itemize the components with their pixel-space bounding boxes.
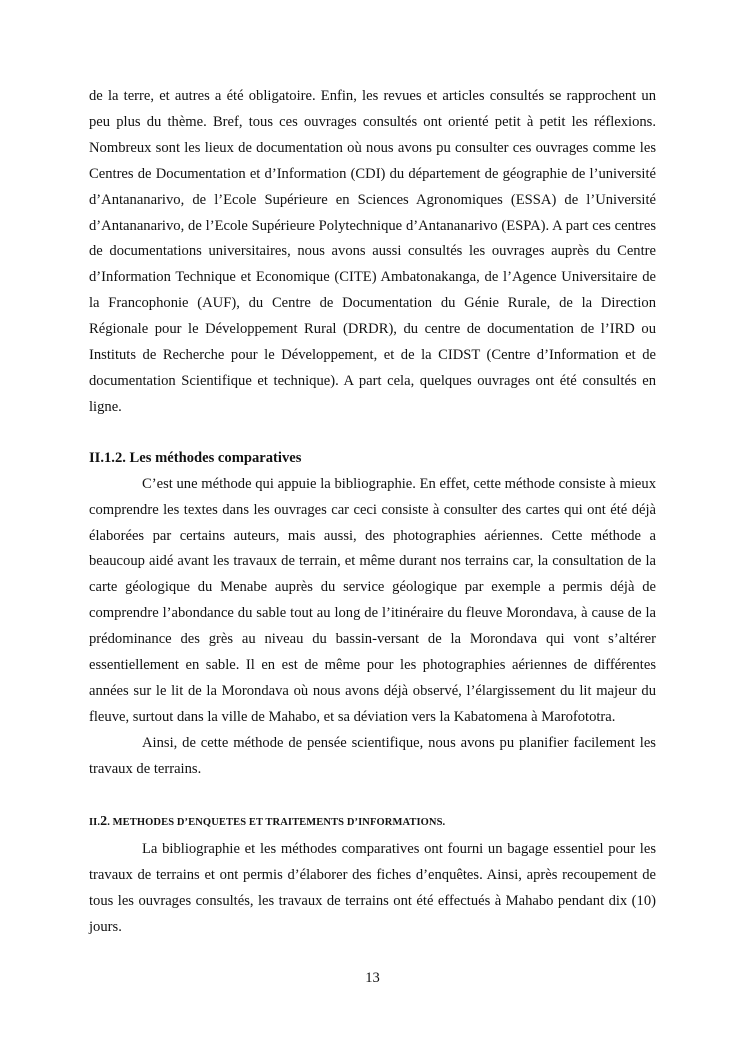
paragraph-documentation-sources: de la terre, et autres a été obligatoire. Enfin, les revues et articles consultés se rapprochent un peu plus du thème. Bref, tous ces ouvrages consultés ont orienté petit à petit les réflexions. Nombreux sont les lieux de documentation où nous avons pu consulter ces ouvrages comme les Centres de Documentation et d’Information (CDI) du département de géographie de l’université d’Antananarivo, de l’Ecole Supérieure en Sciences Agronomiques (ESSA) de l’Université d’Antananarivo, de l’Ecole Supérieure Polytechnique d’Antananarivo (ESPA). A part ces centres de documentations universitaires, nous avons aussi consultés les ouvrages auprès du Centre d’Information Technique et Economique (CITE) Ambatonakanga, de l’Agence Universitaire de la Francophonie (AUF), du Centre de Documentation du Génie Rurale, de la Direction Régionale pour le Développement Rural (DRDR), du centre de documentation de l’IRD ou Instituts de Recherche pour le Développement, et de la CIDST (Centre d’Information et de documentation Scientifique et technique). A part cela, quelques ouvrages ont été consultés en ligne. xyxy=(89,88,656,415)
chapter-heading-title: . METHODES D’ENQUETES ET TRAITEMENTS D’INFORMATIONS. xyxy=(107,816,446,828)
chapter-heading-prefix: II. xyxy=(89,816,101,828)
page-number: 13 xyxy=(365,970,380,986)
paragraph-fieldwork: La bibliographie et les méthodes comparatives ont fourni un bagage essentiel pour les travaux de terrains et ont permis d’élaborer des fiches d’enquêtes. Ainsi, après recoupement de tous les ouvrages consultés, les travaux de terrains ont été effectués à Mahabo pendant dix (10) jours. xyxy=(89,841,656,936)
chapter-heading-number: 2 xyxy=(100,813,108,829)
paragraph-comparative-methods: C’est une méthode qui appuie la bibliographie. En effet, cette méthode consiste à mieux comprendre les textes dans les ouvrages car ceci consiste à consulter des cartes qui ont été déjà élaborées par certains auteurs, mais aussi, des photographies aériennes. Cette méthode a beaucoup aidé avant les travaux de terrain, et même durant nos terrains car, la consultation de la carte géologique du Menabe auprès du service géologique par exemple a permis déjà de comprendre l’abondance du sable tout au long de l’itinéraire du fleuve Morondava, à cause de la prédominance des grès au niveau du bassin-versant de la Morondava qui vont s’altérer essentiellement en sable. Il en est de même pour les photographies aériennes de différentes années sur le lit de la Morondava où nous avons déjà observé, l’élargissement du lit majeur du fleuve, surtout dans la ville de Mahabo, et sa déviation vers la Kabatomena à Marofototra. xyxy=(89,475,656,725)
document-page xyxy=(89,84,656,941)
section-heading-comparative-methods: II.1.2. Les méthodes comparatives xyxy=(89,449,302,466)
chapter-heading-survey-methods xyxy=(89,809,656,836)
paragraph-planning: Ainsi, de cette méthode de pensée scientifique, nous avons pu planifier facilement les travaux de terrains. xyxy=(89,734,656,777)
